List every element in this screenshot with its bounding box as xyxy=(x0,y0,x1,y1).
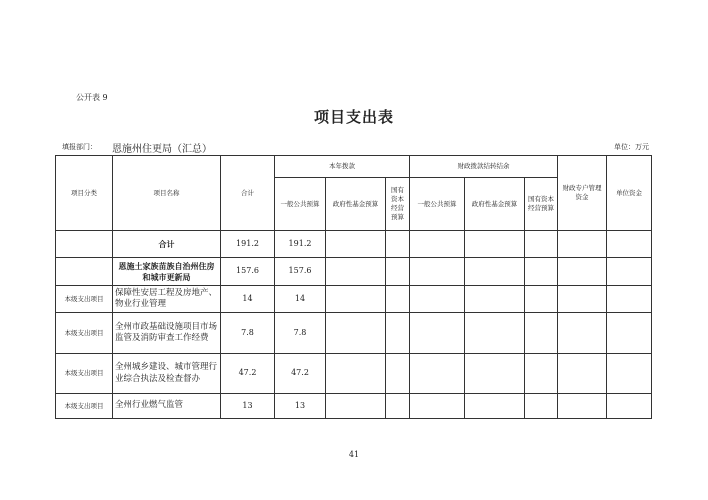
table-row xyxy=(56,394,652,419)
header-category: 项目分类 xyxy=(56,156,113,231)
row-category xyxy=(56,231,113,258)
header-project-name: 项目名称 xyxy=(113,156,221,231)
row-total: 191.2 xyxy=(221,231,275,258)
header-carryover-general-public: 一般公共预算 xyxy=(410,178,465,231)
row-category: 本级支出项目 xyxy=(56,394,113,419)
row-category xyxy=(56,258,113,286)
row-general-public: 13 xyxy=(275,394,326,419)
row-total: 47.2 xyxy=(221,354,275,394)
row-total: 14 xyxy=(221,286,275,313)
row-total: 13 xyxy=(221,394,275,419)
table-row xyxy=(56,354,652,394)
header-current-general-public: 一般公共预算 xyxy=(275,178,326,231)
row-project-name: 全州市政基础设施项目市场监管及消防审查工作经费 xyxy=(113,313,221,354)
department-label: 填报部门： xyxy=(62,143,97,151)
table-number-label: 公开表 9 xyxy=(76,93,108,102)
row-project-name: 全州城乡建设、城市管理行业综合执法及检查督办 xyxy=(113,354,221,394)
row-general-public: 7.8 xyxy=(275,313,326,354)
row-category: 本级支出项目 xyxy=(56,313,113,354)
table-row xyxy=(56,313,652,354)
row-project-name: 合计 xyxy=(113,231,221,258)
row-project-name: 全州行业燃气监管 xyxy=(113,394,221,419)
table-row xyxy=(56,258,652,286)
header-current-state-capital: 国有资本经营预算 xyxy=(386,178,410,231)
header-row-1 xyxy=(56,156,652,178)
row-general-public: 47.2 xyxy=(275,354,326,394)
row-total: 157.6 xyxy=(221,258,275,286)
page-title: 项目支出表 xyxy=(313,108,394,126)
header-group-carryover: 财政拨款结转结余 xyxy=(410,156,558,178)
header-group-current-year: 本年拨款 xyxy=(275,156,410,178)
header-special-account: 财政专户管理资金 xyxy=(558,156,607,231)
header-total: 合计 xyxy=(221,156,275,231)
row-general-public: 14 xyxy=(275,286,326,313)
row-general-public: 191.2 xyxy=(275,231,326,258)
row-general-public: 157.6 xyxy=(275,258,326,286)
department-name: 恩施州住更局（汇总） xyxy=(112,144,212,155)
project-expenditure-table xyxy=(55,155,652,419)
row-category: 本级支出项目 xyxy=(56,286,113,313)
row-project-name: 保障性安居工程及房地产、物业行业管理 xyxy=(113,286,221,313)
table-row xyxy=(56,286,652,313)
row-category: 本级支出项目 xyxy=(56,354,113,394)
header-carryover-gov-fund: 政府性基金预算 xyxy=(465,178,525,231)
page-number: 41 xyxy=(348,450,360,459)
row-project-name: 恩施土家族苗族自治州住房和城市更新局 xyxy=(113,258,221,286)
header-unit-funds: 单位资金 xyxy=(607,156,652,231)
header-current-gov-fund: 政府性基金预算 xyxy=(326,178,386,231)
row-total: 7.8 xyxy=(221,313,275,354)
header-carryover-state-capital: 国有资本经营预算 xyxy=(525,178,558,231)
unit-label: 单位：万元 xyxy=(614,143,649,151)
table-row xyxy=(56,231,652,258)
